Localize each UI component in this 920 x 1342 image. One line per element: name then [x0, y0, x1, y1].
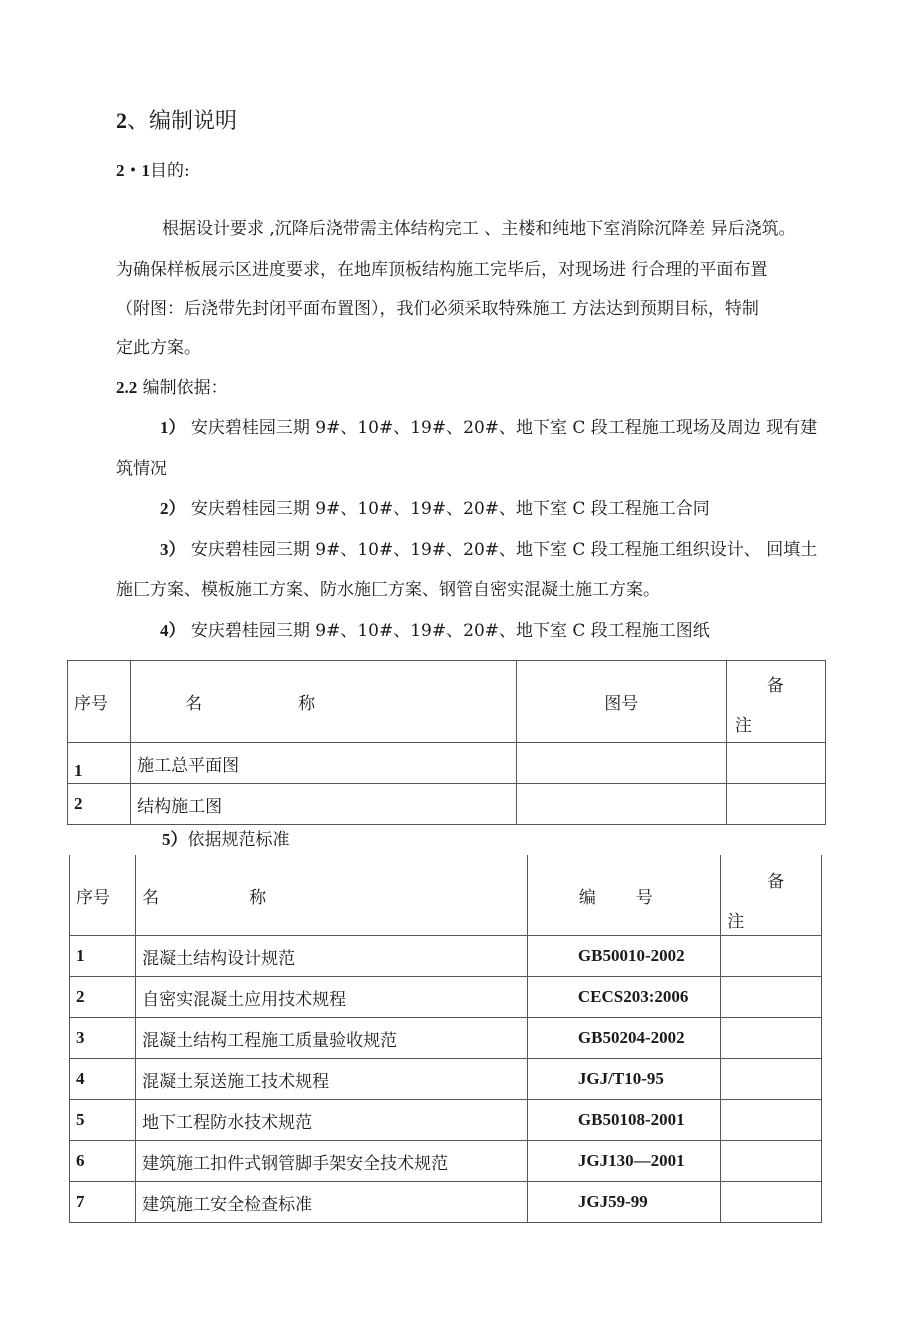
purpose-line-3: （附图：后浇带先封闭平面布置图），我们必须采取特殊施工 方法达到预期目标，特制: [116, 299, 759, 319]
header-seq: 序号: [70, 855, 136, 936]
subsection-2-1: [116, 156, 190, 181]
cell-code: [516, 784, 726, 825]
header-name-a: 名: [185, 694, 203, 714]
header-code: [527, 855, 720, 936]
cell-name: 混凝土泵送施工技术规程: [136, 1059, 528, 1100]
table-row: [70, 1141, 822, 1182]
basis-item-3: [160, 535, 817, 560]
basis-number: 2）: [160, 499, 186, 518]
table-row: [70, 936, 822, 977]
basis-item-4: [160, 616, 710, 641]
basis-text: 安庆碧桂园三期 9#、10#、19#、20#、地下室 C 段工程施工现场及周边 现有建: [190, 418, 818, 438]
cell-seq: 4: [70, 1059, 136, 1100]
table-row: [70, 1018, 822, 1059]
basis-text: 安庆碧桂园三期 9#、10#、19#、20#、地下室 C 段工程施工合同: [190, 499, 710, 519]
cell-code: JGJ/T10-95: [527, 1059, 720, 1100]
basis-text: 安庆碧桂园三期 9#、10#、19#、20#、地下室 C 段工程施工组织设计、 回填土: [190, 540, 818, 560]
basis-number: 4）: [160, 621, 186, 640]
table-row: [68, 784, 826, 825]
cell-remark: [721, 1018, 822, 1059]
basis-item-5: [162, 825, 290, 850]
cell-remark: [721, 1141, 822, 1182]
basis-item-2: [160, 494, 710, 519]
header-remark: [721, 855, 822, 936]
basis-number: 3）: [160, 540, 186, 559]
cell-code: CECS203:2006: [527, 977, 720, 1018]
table-row: [70, 1100, 822, 1141]
purpose-line-4: 定此方案。: [116, 338, 201, 358]
cell-seq: 1: [70, 936, 136, 977]
cell-seq: 7: [70, 1182, 136, 1223]
cell-code: [516, 743, 726, 784]
header-seq: 序号: [68, 661, 131, 743]
cell-remark: [721, 977, 822, 1018]
cell-name: 建筑施工安全检查标准: [136, 1182, 528, 1223]
header-remark-a: 备: [766, 676, 784, 696]
header-name-b: 称: [298, 694, 316, 714]
table-row: [70, 1059, 822, 1100]
cell-name: 混凝土结构设计规范: [136, 936, 528, 977]
cell-seq: 5: [70, 1100, 136, 1141]
cell-remark: [726, 784, 825, 825]
basis-number: 1）: [160, 418, 186, 437]
subsection-title: 编制依据：: [142, 378, 228, 398]
header-remark-b: 注: [727, 912, 745, 932]
section-title: 编制说明: [149, 109, 238, 134]
section-separator: 、: [127, 109, 150, 134]
table-row: [70, 977, 822, 1018]
header-remark-a: 备: [767, 872, 785, 892]
cell-code: JGJ59-99: [527, 1182, 720, 1223]
basis-number: 5）: [162, 830, 188, 849]
header-code-a: 编: [578, 887, 596, 908]
header-name-b: 称: [249, 887, 267, 908]
cell-name: 混凝土结构工程施工质量验收规范: [136, 1018, 528, 1059]
purpose-line-1: 根据设计要求 ,沉降后浇带需主体结构完工 、主楼和纯地下室消除沉降差 异后浇筑。: [162, 219, 796, 239]
basis-item-3-cont: 施匚方案、模板施工方案、防水施匚方案、钢管自密实混凝土施工方案。: [116, 580, 660, 600]
table-header-row: [70, 855, 822, 936]
standards-table: [69, 855, 822, 1223]
cell-name: 地下工程防水技术规范: [136, 1100, 528, 1141]
drawings-table: [67, 660, 826, 825]
section-heading: [116, 104, 237, 135]
cell-name: 结构施工图: [131, 784, 517, 825]
cell-code: GB50204-2002: [527, 1018, 720, 1059]
header-name-a: 名: [142, 887, 160, 908]
header-remark-b: 注: [734, 716, 752, 736]
header-name: [131, 661, 517, 743]
cell-remark: [721, 1100, 822, 1141]
cell-seq: 2: [70, 977, 136, 1018]
cell-remark: [721, 1182, 822, 1223]
cell-seq: 2: [68, 784, 131, 825]
table-header-row: [68, 661, 826, 743]
subsection-number: 2・1: [116, 161, 150, 180]
subsection-title: 目的:: [150, 161, 190, 181]
header-name: [136, 855, 528, 936]
cell-seq: 6: [70, 1141, 136, 1182]
cell-remark: [726, 743, 825, 784]
cell-name: 建筑施工扣件式钢管脚手架安全技术规范: [136, 1141, 528, 1182]
section-number: 2: [116, 108, 127, 133]
subsection-number: 2.2: [116, 378, 138, 397]
cell-code: JGJ130—2001: [527, 1141, 720, 1182]
basis-text: 安庆碧桂园三期 9#、10#、19#、20#、地下室 C 段工程施工图纸: [190, 621, 710, 641]
basis-item-1-cont: 筑情况: [116, 459, 167, 479]
basis-text: 依据规范标准: [187, 830, 290, 850]
cell-code: GB50010-2002: [527, 936, 720, 977]
table-row: [70, 1182, 822, 1223]
cell-name: 自密实混凝土应用技术规程: [136, 977, 528, 1018]
header-remark: [726, 661, 825, 743]
cell-seq: 3: [70, 1018, 136, 1059]
cell-seq: 1: [68, 743, 131, 784]
header-code: 图号: [516, 661, 726, 743]
table-row: [68, 743, 826, 784]
header-code-b: 号: [635, 887, 653, 908]
cell-code: GB50108-2001: [527, 1100, 720, 1141]
subsection-2-2: [116, 373, 228, 398]
cell-remark: [721, 936, 822, 977]
cell-name: 施工总平面图: [131, 743, 517, 784]
purpose-line-2: 为确保样板展示区进度要求，在地库顶板结构施工完毕后，对现场进 行合理的平面布置: [116, 260, 768, 280]
cell-remark: [721, 1059, 822, 1100]
basis-item-1: [160, 413, 817, 438]
